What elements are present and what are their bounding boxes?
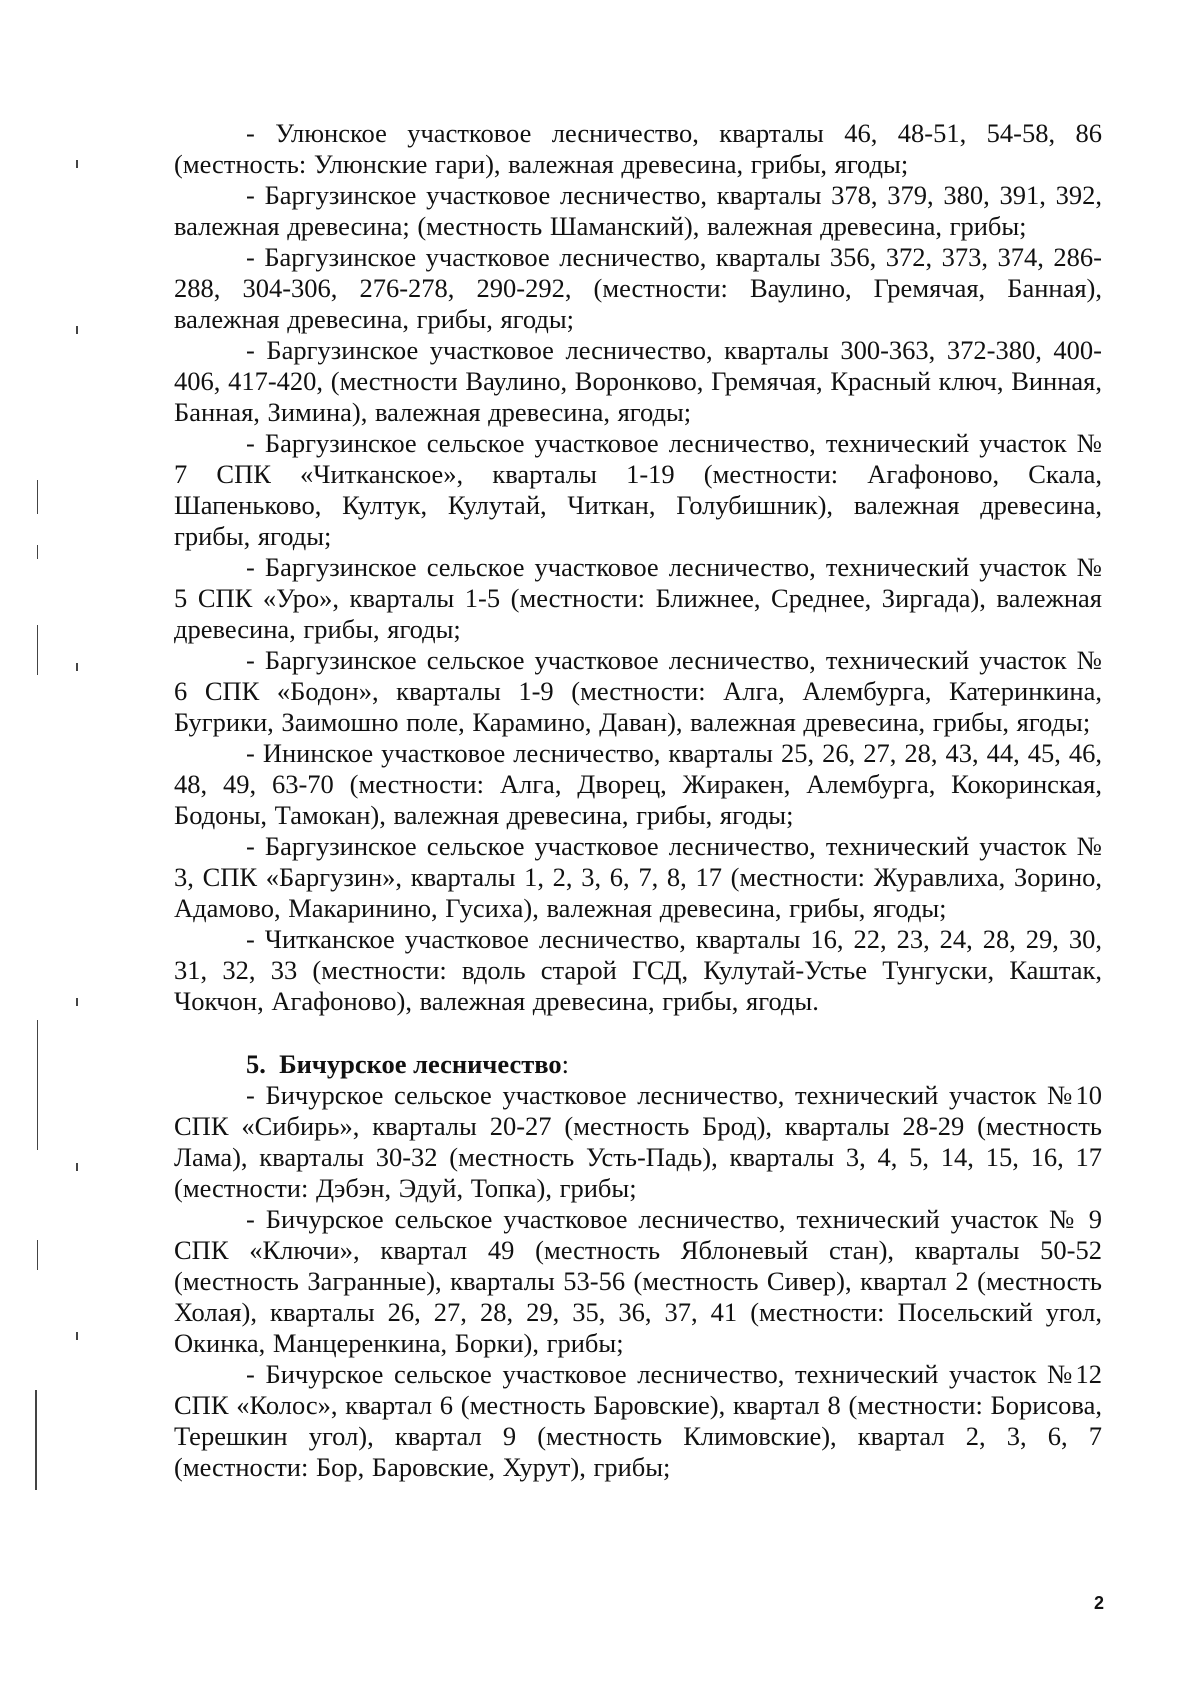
paragraph-chitkanskoe-forestry: - Читканское участковое лесничество, кварталы 16, 22, 23, 24, 28, 29, 30, 31, 32, 33 (местности: вдоль старой ГСД, Кулутай-Устье Тунгуски, Каштак, Чокчон, Агафоново), валежная древесина, грибы, ягоды. bbox=[174, 924, 1102, 1016]
scan-mark bbox=[76, 160, 78, 168]
section-colon: : bbox=[561, 1049, 569, 1079]
paragraph-uro: - Баргузинское сельское участковое лесничество, технический участок № 5 СПК «Уро», кварталы 1-5 (местности: Ближнее, Среднее, Зиргада), валежная древесина, грибы, ягоды; bbox=[174, 552, 1102, 644]
scan-mark bbox=[37, 1020, 38, 1150]
paragraph-ininskoe: - Ининское участковое лесничество, кварталы 25, 26, 27, 28, 43, 44, 45, 46, 48, 49, 63-70 (местности: Алга, Дворец, Жиракен, Алембурга, Кокоринская, Бодоны, Тамокан), валежная древесина, грибы, ягоды; bbox=[174, 738, 1102, 830]
paragraph-barguzin-1: - Баргузинское участковое лесничество, кварталы 378, 379, 380, 391, 392, валежная древесина; (местность Шаманский), валежная древесина, грибы; bbox=[174, 180, 1102, 241]
scan-mark bbox=[76, 1163, 78, 1171]
scan-mark bbox=[37, 480, 38, 514]
section-title: Бичурское лесничество bbox=[279, 1049, 562, 1079]
paragraph-barguzin-spk: - Баргузинское сельское участковое лесничество, технический участок № 3, СПК «Баргузин», кварталы 1, 2, 3, 6, 7, 8, 17 (местности: Журавлиха, Зорино, Адамово, Макарининo, Гусиха), валежная древесина, грибы, ягоды; bbox=[174, 831, 1102, 923]
page-number: 2 bbox=[1093, 1593, 1104, 1613]
section-heading bbox=[246, 1049, 1102, 1080]
scan-mark bbox=[76, 998, 78, 1006]
section-gap bbox=[174, 1017, 1102, 1049]
scan-mark bbox=[37, 1240, 38, 1270]
paragraph-sibir: - Бичурское сельское участковое лесничество, технический участок №10 СПК «Сибирь», кварталы 20-27 (местность Брод), кварталы 28-29 (местность Лама), кварталы 30-32 (местность Усть-Падь), кварталы 3, 4, 5, 14, 15, 16, 17 (местности: Дэбэн, Эдуй, Топка), грибы; bbox=[174, 1080, 1102, 1203]
scan-mark bbox=[76, 663, 78, 671]
paragraph-barguzin-2: - Баргузинское участковое лесничество, кварталы 356, 372, 373, 374, 286-288, 304-306, 276-278, 290-292, (местности: Ваулино, Гремячая, Банная), валежная древесина, грибы, ягоды; bbox=[174, 242, 1102, 334]
section-number: 5. bbox=[246, 1049, 266, 1079]
paragraph-bodon: - Баргузинское сельское участковое лесничество, технический участок № 6 СПК «Бодон», кварталы 1-9 (местности: Алга, Алембурга, Катеринкина, Бугрики, Заимошно поле, Карамино, Даван), валежная древесина, грибы, ягоды; bbox=[174, 645, 1102, 737]
paragraph-uliun: - Улюнское участковое лесничество, кварталы 46, 48-51, 54-58, 86 (местность: Улюнские гари), валежная древесина, грибы, ягоды; bbox=[174, 118, 1102, 179]
paragraph-kolos: - Бичурское сельское участковое лесничество, технический участок №12 СПК «Колос», квартал 6 (местность Баровские), квартал 8 (местности: Борисова, Терешкин угол), квартал 9 (местность Климовские), квартал 2, 3, 6, 7 (местности: Бор, Баровские, Хурут), грибы; bbox=[174, 1359, 1102, 1482]
scan-mark bbox=[37, 625, 38, 675]
paragraph-chitkanskoe: - Баргузинское сельское участковое лесничество, технический участок № 7 СПК «Читканское», кварталы 1-19 (местности: Агафоново, Скала, Шапеньково, Култук, Кулутай, Читкан, Голубишник), валежная древесина, грибы, ягоды; bbox=[174, 428, 1102, 551]
document-body bbox=[174, 118, 1102, 1483]
paragraph-barguzin-3: - Баргузинское участковое лесничество, кварталы 300-363, 372-380, 400-406, 417-420, (местности Ваулино, Воронково, Гремячая, Красный ключ, Винная, Банная, Зимина), валежная древесина, ягоды; bbox=[174, 335, 1102, 427]
scan-mark bbox=[76, 326, 78, 334]
scan-mark bbox=[37, 545, 38, 559]
paragraph-klyuchi: - Бичурское сельское участковое лесничество, технический участок № 9 СПК «Ключи», квартал 49 (местность Яблоневый стан), кварталы 50-52 (местность Загранные), кварталы 53-56 (местность Сивер), квартал 2 (местность Холая), кварталы 26, 27, 28, 29, 35, 36, 37, 41 (местности: Посельский угол, Окинка, Манцеренкина, Борки), грибы; bbox=[174, 1204, 1102, 1358]
scan-mark bbox=[76, 1332, 78, 1340]
scan-mark bbox=[35, 1390, 37, 1490]
